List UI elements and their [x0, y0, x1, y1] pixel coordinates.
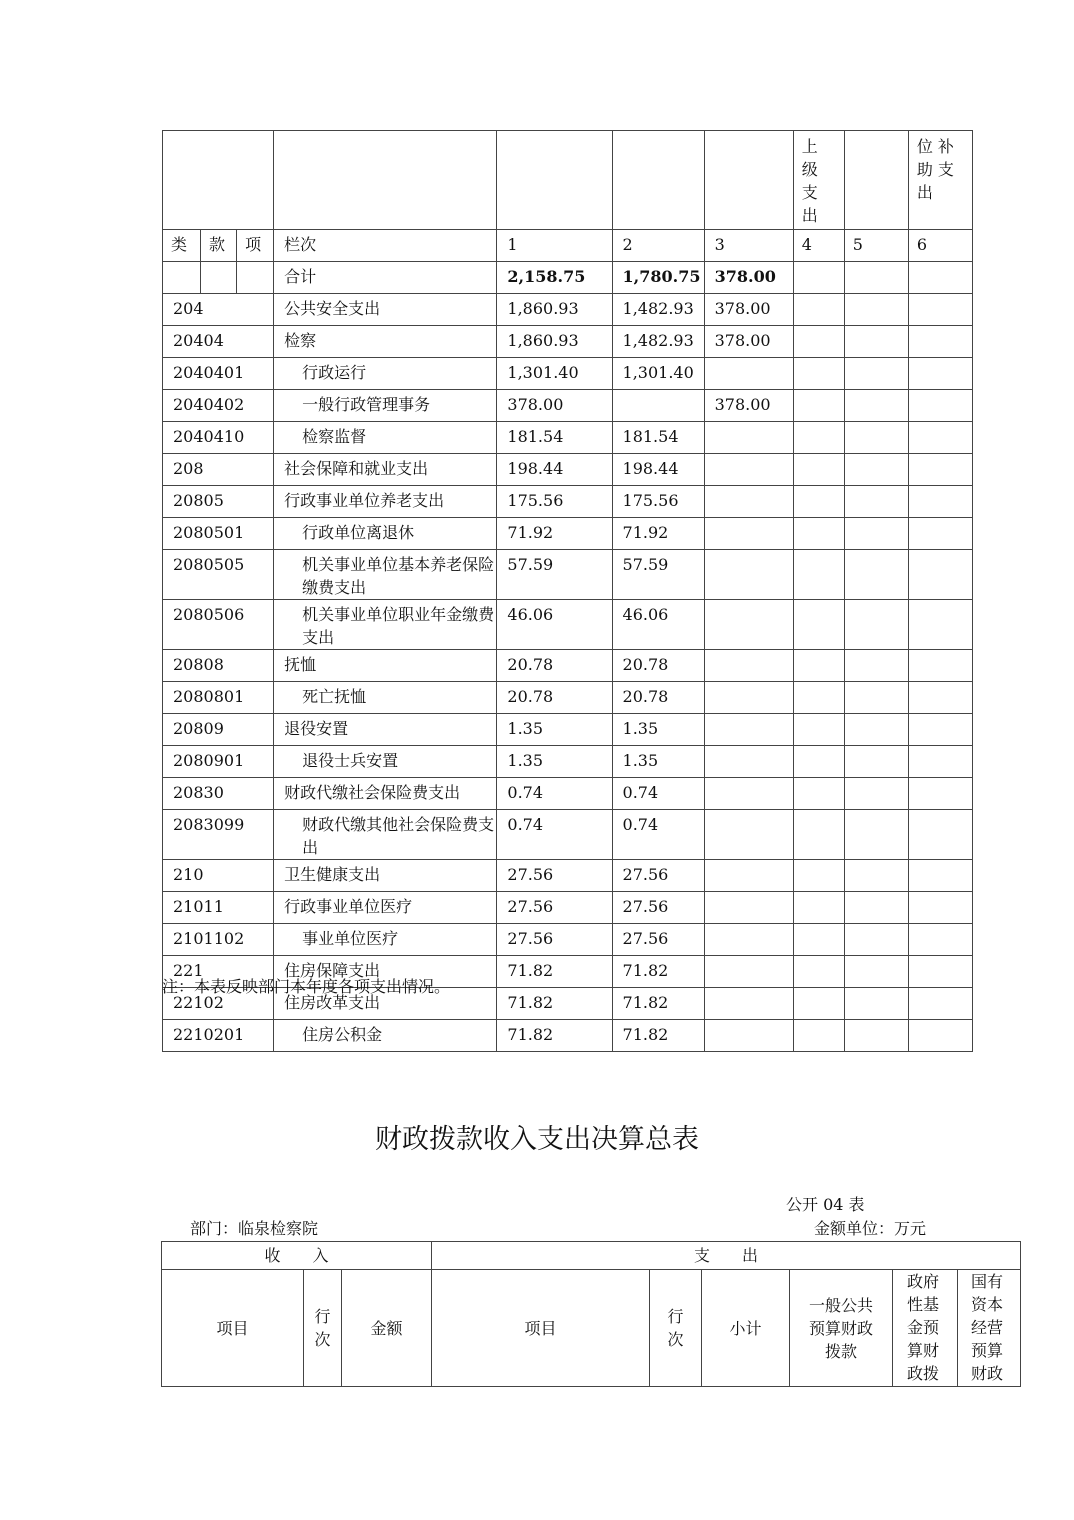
row-c5 — [844, 422, 908, 454]
row-c6 — [908, 650, 972, 682]
summary-table — [161, 1241, 1021, 1387]
xiang-cell: 项 — [237, 230, 274, 262]
table-row — [163, 714, 973, 746]
row-c1: 27.56 — [497, 860, 612, 892]
row-c2: 1,482.93 — [612, 326, 704, 358]
col-num-4: 4 — [793, 230, 844, 262]
row-c6 — [908, 600, 972, 650]
row-c4 — [793, 860, 844, 892]
row-c2: 1.35 — [612, 746, 704, 778]
row-c6 — [908, 778, 972, 810]
table-row — [163, 518, 973, 550]
row-c2: 0.74 — [612, 810, 704, 860]
row-c1: 378.00 — [497, 390, 612, 422]
section-title: 财政拨款收入支出决算总表 — [375, 1124, 699, 1155]
row-c3 — [704, 600, 793, 650]
empty-cell — [844, 262, 908, 294]
income-header: 收 入 — [162, 1242, 432, 1270]
row-c5 — [844, 650, 908, 682]
row-c2: 0.74 — [612, 778, 704, 810]
expenditure-table — [162, 130, 973, 1052]
row-c6 — [908, 1020, 972, 1052]
row-code: 2080801 — [163, 682, 274, 714]
empty-cell — [793, 262, 844, 294]
total-c1: 2,158.75 — [497, 262, 612, 294]
header-col4-label: 上级支出 — [801, 137, 818, 225]
row-c1: 1.35 — [497, 746, 612, 778]
row-c1: 1,860.93 — [497, 294, 612, 326]
table-row — [163, 326, 973, 358]
row-c3 — [704, 422, 793, 454]
row-c3 — [704, 358, 793, 390]
row-name: 公共安全支出 — [274, 294, 497, 326]
row-name: 行政事业单位医疗 — [274, 892, 497, 924]
row-c5 — [844, 714, 908, 746]
row-name: 行政事业单位养老支出 — [274, 486, 497, 518]
lanci-cell: 栏次 — [274, 230, 497, 262]
row-code: 2040401 — [163, 358, 274, 390]
col-num-1: 1 — [497, 230, 612, 262]
kuan-cell: 款 — [201, 230, 237, 262]
row-c5 — [844, 810, 908, 860]
row-c4 — [793, 924, 844, 956]
row-name: 退役安置 — [274, 714, 497, 746]
row-c4 — [793, 746, 844, 778]
row-name: 住房改革支出 — [274, 988, 497, 1020]
row-c1: 71.92 — [497, 518, 612, 550]
table-row — [163, 600, 973, 650]
header-cell — [844, 131, 908, 230]
table-row — [163, 454, 973, 486]
row-c2: 46.06 — [612, 600, 704, 650]
row-c2: 20.78 — [612, 682, 704, 714]
row-code: 20805 — [163, 486, 274, 518]
row-c4 — [793, 390, 844, 422]
row-c1: 71.82 — [497, 1020, 612, 1052]
col-num-6: 6 — [908, 230, 972, 262]
col-num-2: 2 — [612, 230, 704, 262]
row-code: 2210201 — [163, 1020, 274, 1052]
row-c3 — [704, 778, 793, 810]
row-c4 — [793, 422, 844, 454]
row-name: 财政代缴其他社会保险费支出 — [274, 810, 497, 860]
lei-cell: 类 — [163, 230, 201, 262]
row-c5 — [844, 486, 908, 518]
state-capital-label: 国有资本经营预算财政 — [971, 1272, 1004, 1383]
row-c5 — [844, 294, 908, 326]
row-c2: 27.56 — [612, 860, 704, 892]
row-code: 204 — [163, 294, 274, 326]
table-row — [163, 294, 973, 326]
row-c4 — [793, 550, 844, 600]
row-c6 — [908, 714, 972, 746]
row-code: 2080505 — [163, 550, 274, 600]
row-c3 — [704, 860, 793, 892]
row-c1: 1,301.40 — [497, 358, 612, 390]
row-c6 — [908, 810, 972, 860]
header-col4 — [793, 131, 844, 230]
row-c1: 27.56 — [497, 892, 612, 924]
table-row — [163, 486, 973, 518]
row-c5 — [844, 1020, 908, 1052]
row-c5 — [844, 860, 908, 892]
row-code: 2040402 — [163, 390, 274, 422]
row-c4 — [793, 518, 844, 550]
row-code: 20808 — [163, 650, 274, 682]
row-c5 — [844, 326, 908, 358]
col-num-3: 3 — [704, 230, 793, 262]
row-c4 — [793, 778, 844, 810]
row-c4 — [793, 682, 844, 714]
table-row — [163, 810, 973, 860]
row-c2: 1.35 — [612, 714, 704, 746]
income-item-header: 项目 — [162, 1270, 304, 1387]
row-c1: 198.44 — [497, 454, 612, 486]
row-c2 — [612, 390, 704, 422]
row-c3 — [704, 518, 793, 550]
row-c1: 20.78 — [497, 682, 612, 714]
row-c3 — [704, 988, 793, 1020]
row-c2: 175.56 — [612, 486, 704, 518]
row-c3 — [704, 550, 793, 600]
row-name: 一般行政管理事务 — [274, 390, 497, 422]
total-code-cell — [237, 262, 274, 294]
unit-label: 金额单位：万元 — [814, 1219, 927, 1238]
row-code: 2080501 — [163, 518, 274, 550]
expense-item-header: 项目 — [432, 1270, 650, 1387]
table-subheader-row — [163, 230, 973, 262]
row-code: 20830 — [163, 778, 274, 810]
table-row — [163, 422, 973, 454]
row-c2: 198.44 — [612, 454, 704, 486]
row-c6 — [908, 422, 972, 454]
row-name: 机关事业单位基本养老保险缴费支出 — [274, 550, 497, 600]
row-name: 卫生健康支出 — [274, 860, 497, 892]
row-c3 — [704, 714, 793, 746]
row-c5 — [844, 390, 908, 422]
row-name: 财政代缴社会保险费支出 — [274, 778, 497, 810]
table-number: 公开 04 表 — [786, 1195, 865, 1214]
row-c5 — [844, 924, 908, 956]
table-note: 注：本表反映部门本年度各项支出情况。 — [162, 977, 451, 996]
row-c2: 71.82 — [612, 1020, 704, 1052]
row-c3 — [704, 746, 793, 778]
row-name: 抚恤 — [274, 650, 497, 682]
col-num-5: 5 — [844, 230, 908, 262]
total-row — [163, 262, 973, 294]
row-c2: 1,301.40 — [612, 358, 704, 390]
row-code: 2080506 — [163, 600, 274, 650]
table-row — [163, 682, 973, 714]
row-name: 行政运行 — [274, 358, 497, 390]
total-code-cell — [201, 262, 237, 294]
row-c6 — [908, 892, 972, 924]
expense-line-header — [650, 1270, 702, 1387]
row-c4 — [793, 892, 844, 924]
header-cell — [274, 131, 497, 230]
row-name: 死亡抚恤 — [274, 682, 497, 714]
header-col6 — [908, 131, 972, 230]
row-c6 — [908, 486, 972, 518]
row-c2: 1,482.93 — [612, 294, 704, 326]
row-c6 — [908, 860, 972, 892]
table-row — [163, 892, 973, 924]
row-name: 事业单位医疗 — [274, 924, 497, 956]
row-c5 — [844, 682, 908, 714]
summary-column-row — [162, 1270, 1021, 1387]
row-c1: 0.74 — [497, 810, 612, 860]
header-cell — [497, 131, 612, 230]
department-label: 部门：临泉检察院 — [190, 1219, 319, 1238]
table-row — [163, 1020, 973, 1052]
row-c5 — [844, 778, 908, 810]
row-c3 — [704, 810, 793, 860]
row-c4 — [793, 714, 844, 746]
row-c1: 71.82 — [497, 988, 612, 1020]
table-row — [163, 924, 973, 956]
row-c4 — [793, 956, 844, 988]
row-code: 22102 — [163, 988, 274, 1020]
row-c6 — [908, 988, 972, 1020]
expense-header: 支 出 — [432, 1242, 1021, 1270]
general-budget-header — [790, 1270, 893, 1387]
row-c3 — [704, 650, 793, 682]
row-name: 检察 — [274, 326, 497, 358]
header-cell — [704, 131, 793, 230]
row-c6 — [908, 358, 972, 390]
row-c3 — [704, 486, 793, 518]
table-row — [163, 860, 973, 892]
row-c5 — [844, 956, 908, 988]
row-code: 2101102 — [163, 924, 274, 956]
header-cell — [163, 131, 274, 230]
table-row — [163, 650, 973, 682]
row-c1: 20.78 — [497, 650, 612, 682]
row-code: 210 — [163, 860, 274, 892]
row-c3: 378.00 — [704, 326, 793, 358]
row-c6 — [908, 924, 972, 956]
row-c2: 71.82 — [612, 956, 704, 988]
row-c6 — [908, 956, 972, 988]
row-c4 — [793, 988, 844, 1020]
row-name: 退役士兵安置 — [274, 746, 497, 778]
row-c1: 1.35 — [497, 714, 612, 746]
row-c2: 27.56 — [612, 892, 704, 924]
row-code: 208 — [163, 454, 274, 486]
table-row — [163, 746, 973, 778]
row-name: 社会保障和就业支出 — [274, 454, 497, 486]
summary-group-row — [162, 1242, 1021, 1270]
total-c3: 378.00 — [704, 262, 793, 294]
row-code: 2083099 — [163, 810, 274, 860]
row-c4 — [793, 1020, 844, 1052]
row-c4 — [793, 600, 844, 650]
gov-fund-label: 政府性基金预算财政拨 — [907, 1272, 940, 1383]
row-c5 — [844, 746, 908, 778]
row-c4 — [793, 326, 844, 358]
row-name: 机关事业单位职业年金缴费支出 — [274, 600, 497, 650]
row-c3 — [704, 892, 793, 924]
row-c4 — [793, 294, 844, 326]
row-c1: 175.56 — [497, 486, 612, 518]
row-c5 — [844, 892, 908, 924]
state-capital-header — [958, 1270, 1021, 1387]
header-cell — [612, 131, 704, 230]
row-c3 — [704, 956, 793, 988]
row-c1: 46.06 — [497, 600, 612, 650]
row-c5 — [844, 454, 908, 486]
row-name: 检察监督 — [274, 422, 497, 454]
gov-fund-header — [893, 1270, 958, 1387]
table-row — [163, 778, 973, 810]
row-c4 — [793, 810, 844, 860]
total-c2: 1,780.75 — [612, 262, 704, 294]
row-code: 2080901 — [163, 746, 274, 778]
row-c6 — [908, 294, 972, 326]
row-c1: 0.74 — [497, 778, 612, 810]
row-code: 21011 — [163, 892, 274, 924]
row-c1: 71.82 — [497, 956, 612, 988]
row-c6 — [908, 390, 972, 422]
row-c5 — [844, 988, 908, 1020]
table-row — [163, 358, 973, 390]
row-code: 221 — [163, 956, 274, 988]
row-code: 20404 — [163, 326, 274, 358]
row-c5 — [844, 518, 908, 550]
row-c6 — [908, 454, 972, 486]
row-c2: 20.78 — [612, 650, 704, 682]
row-c4 — [793, 650, 844, 682]
table-header-row — [163, 131, 973, 230]
header-col6-label: 位 补 助 支 出 — [916, 137, 954, 202]
row-c3 — [704, 1020, 793, 1052]
row-c5 — [844, 600, 908, 650]
row-c3 — [704, 682, 793, 714]
row-name: 住房公积金 — [274, 1020, 497, 1052]
row-c3: 378.00 — [704, 294, 793, 326]
row-c6 — [908, 682, 972, 714]
row-c4 — [793, 454, 844, 486]
row-c6 — [908, 550, 972, 600]
row-c6 — [908, 518, 972, 550]
row-c4 — [793, 486, 844, 518]
general-budget-label: 一般公共预算财政拨款 — [808, 1295, 873, 1361]
row-c2: 27.56 — [612, 924, 704, 956]
row-c1: 181.54 — [497, 422, 612, 454]
row-c1: 27.56 — [497, 924, 612, 956]
row-c2: 57.59 — [612, 550, 704, 600]
row-c5 — [844, 550, 908, 600]
row-c1: 57.59 — [497, 550, 612, 600]
row-name: 住房保障支出 — [274, 956, 497, 988]
table-row — [163, 550, 973, 600]
total-label: 合计 — [274, 262, 497, 294]
empty-cell — [908, 262, 972, 294]
table-row — [163, 390, 973, 422]
income-amount-header: 金额 — [342, 1270, 432, 1387]
expense-line-label: 行次 — [667, 1307, 684, 1349]
income-line-label: 行次 — [314, 1307, 331, 1349]
row-c5 — [844, 358, 908, 390]
row-c6 — [908, 746, 972, 778]
row-c2: 71.92 — [612, 518, 704, 550]
row-c2: 181.54 — [612, 422, 704, 454]
row-c3 — [704, 454, 793, 486]
row-c2: 71.82 — [612, 988, 704, 1020]
table-body — [163, 294, 973, 1052]
income-line-header — [304, 1270, 342, 1387]
row-c3: 378.00 — [704, 390, 793, 422]
row-c3 — [704, 924, 793, 956]
subtotal-header: 小计 — [702, 1270, 790, 1387]
row-code: 2040410 — [163, 422, 274, 454]
row-c4 — [793, 358, 844, 390]
row-c1: 1,860.93 — [497, 326, 612, 358]
row-c6 — [908, 326, 972, 358]
row-code: 20809 — [163, 714, 274, 746]
total-code-cell — [163, 262, 201, 294]
row-name: 行政单位离退休 — [274, 518, 497, 550]
